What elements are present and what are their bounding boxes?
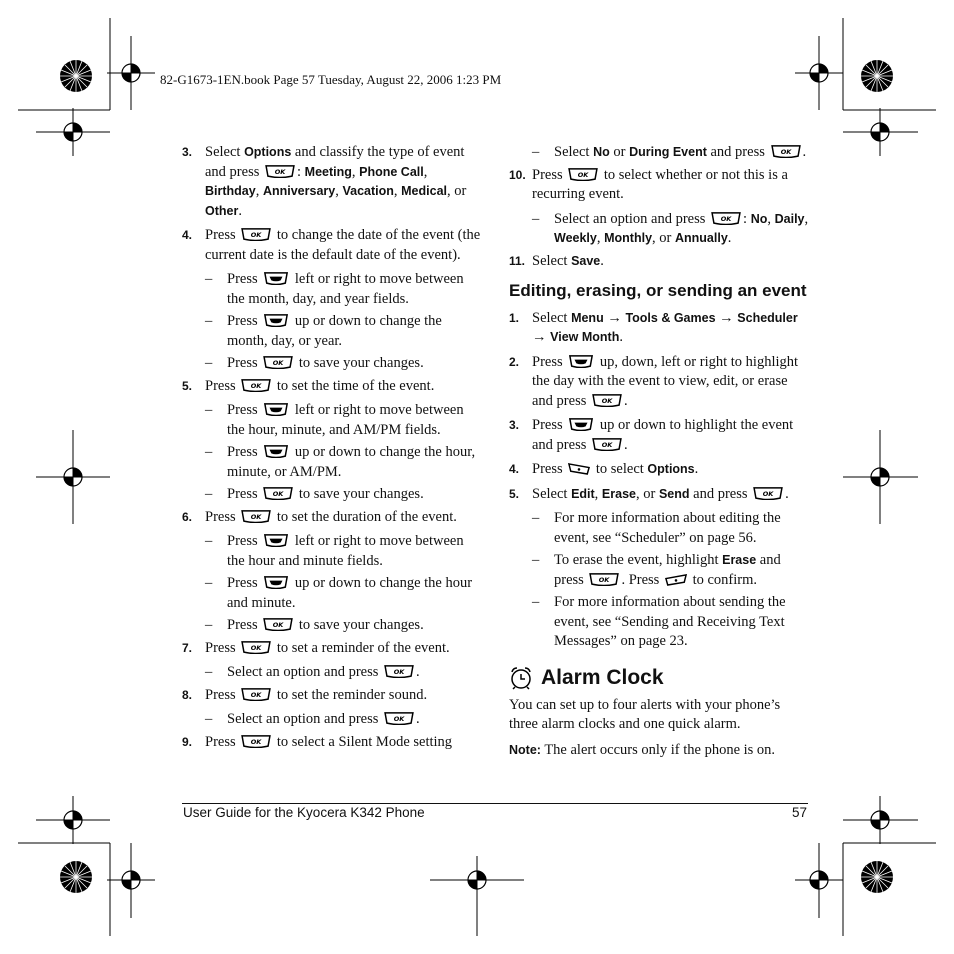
ok-key-icon bbox=[753, 487, 783, 500]
ok-key-icon bbox=[241, 735, 271, 748]
step-7-sub-1: – Select an option and press . bbox=[205, 664, 420, 680]
left-column bbox=[182, 143, 482, 757]
step-7: 7. Press to set a reminder of the event. bbox=[182, 639, 450, 656]
edit-step-5-sub-1: – For more information about editing the event, see “Scheduler” on page 56. bbox=[532, 510, 781, 546]
step-4-sub-3: – Press to save your changes. bbox=[205, 355, 424, 371]
edit-step-5-sub-3: – For more information about sending the event, see “Sending and Receiving Text Messages” on page 23. bbox=[532, 594, 786, 649]
navigation-key-icon bbox=[263, 445, 289, 458]
alarm-clock-heading bbox=[509, 666, 809, 690]
step-8-sub-1: – Select an option and press . bbox=[205, 711, 420, 727]
star-target-top-right bbox=[861, 60, 893, 92]
step-5: 5. Press to set the time of the event. bbox=[182, 377, 435, 394]
footer-title: User Guide for the Kyocera K342 Phone bbox=[183, 805, 425, 820]
alarm-clock-text: You can set up to four alerts with your phone’s three alarm clocks and one quick alarm. bbox=[509, 696, 781, 732]
step-4: 4. Press to change the date of the event (the current date is the default date of the event). bbox=[182, 227, 481, 263]
navigation-key-icon bbox=[263, 534, 289, 547]
step-11: 11. Select Save. bbox=[509, 252, 604, 269]
step-10: 10. Press to select whether or not this is a recurring event. bbox=[509, 166, 788, 202]
navigation-key-icon bbox=[263, 576, 289, 589]
edit-step-1: 1. Select Menu → Tools & Games → Scheduler → View Month. bbox=[509, 309, 798, 345]
star-target-bottom-right bbox=[861, 861, 893, 893]
step-6-sub-2: – Press up or down to change the hour and minute. bbox=[205, 575, 473, 611]
ok-key-icon bbox=[241, 379, 271, 392]
step-3: 3. Select Options and classify the type of event and press : Meeting, Phone Call, Birthday, Anniversary, Vacation, Medical, or Other. bbox=[182, 144, 467, 219]
section-heading: Editing, erasing, or sending an event bbox=[509, 281, 807, 300]
star-target-bottom-left bbox=[60, 861, 92, 893]
step-4-sub-2: – Press up or down to change the month, day, or year. bbox=[205, 313, 442, 349]
right-column bbox=[509, 143, 809, 766]
step-5-sub-1: – Press left or right to move between the hour, minute, and AM/PM fields. bbox=[205, 402, 464, 438]
ok-key-icon bbox=[384, 665, 414, 678]
page-number: 57 bbox=[792, 805, 808, 820]
ok-key-icon bbox=[241, 641, 271, 654]
ok-key-icon bbox=[771, 145, 801, 158]
right-softkey-icon bbox=[665, 573, 687, 586]
edit-step-5: 5. Select Edit, Erase, or Send and press . bbox=[509, 485, 789, 502]
edit-step-2: 2. Press up, down, left or right to highlight the day with the event to view, edit, or erase and press . bbox=[509, 353, 799, 409]
ok-key-icon bbox=[592, 394, 622, 407]
step-6-sub-3: – Press to save your changes. bbox=[205, 617, 424, 633]
left-softkey-icon bbox=[568, 462, 590, 475]
ok-key-icon bbox=[265, 165, 295, 178]
ok-key-icon bbox=[263, 618, 293, 631]
ok-key-icon bbox=[711, 212, 741, 225]
alarm-clock-title: Alarm Clock bbox=[541, 665, 664, 689]
edit-step-5-sub-2: – To erase the event, highlight Erase and press . Press to confirm. bbox=[532, 552, 781, 588]
step-6-sub-1: – Press left or right to move between the hour and minute fields. bbox=[205, 533, 464, 569]
ok-key-icon bbox=[263, 356, 293, 369]
ok-key-icon bbox=[384, 712, 414, 725]
step-4-sub-1: – Press left or right to move between the month, day, and year fields. bbox=[205, 271, 464, 307]
step-9: 9. Press to select a Silent Mode setting bbox=[182, 733, 453, 750]
edit-step-3: 3. Press up or down to highlight the event and press . bbox=[509, 417, 794, 453]
alarm-clock-icon bbox=[509, 666, 533, 690]
ok-key-icon bbox=[589, 573, 619, 586]
step-10-sub-1: – Select an option and press : No, Daily, Weekly, Monthly, or Annually. bbox=[532, 210, 809, 246]
navigation-key-icon bbox=[568, 418, 594, 431]
note: Note: The alert occurs only if the phone is on. bbox=[509, 741, 776, 758]
ok-key-icon bbox=[263, 487, 293, 500]
ok-key-icon bbox=[592, 438, 622, 451]
step-5-sub-3: – Press to save your changes. bbox=[205, 486, 424, 502]
star-target-top-left bbox=[60, 60, 92, 92]
footer-rule bbox=[182, 803, 808, 804]
step-5-sub-2: – Press up or down to change the hour, minute, or AM/PM. bbox=[205, 444, 476, 480]
ok-key-icon bbox=[241, 688, 271, 701]
ok-key-icon bbox=[241, 510, 271, 523]
print-slug: 82-G1673-1EN.book Page 57 Tuesday, August 22, 2006 1:23 PM bbox=[160, 72, 502, 87]
step-6: 6. Press to set the duration of the event. bbox=[182, 508, 457, 525]
navigation-key-icon bbox=[263, 403, 289, 416]
navigation-key-icon bbox=[568, 355, 594, 368]
navigation-key-icon bbox=[263, 314, 289, 327]
edit-step-4: 4. Press to select Options. bbox=[509, 461, 699, 477]
ok-key-icon bbox=[568, 168, 598, 181]
navigation-key-icon bbox=[263, 272, 289, 285]
step-8: 8. Press to set the reminder sound. bbox=[182, 686, 428, 703]
ok-key-icon bbox=[241, 228, 271, 241]
step-9-sub-1: – Select No or During Event and press . bbox=[532, 144, 807, 160]
